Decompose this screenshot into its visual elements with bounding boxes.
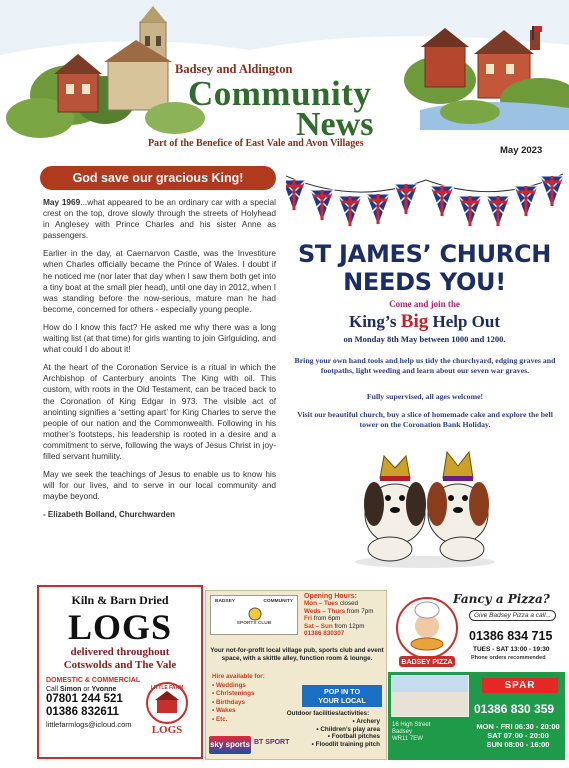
club-description: Your not-for-profit local village pub, sports club and event space, with a skittle alley, function room & lounge. <box>210 647 384 662</box>
logo-text: COMMUNITY <box>263 599 293 604</box>
spar-hours-line: SAT 07:00 - 20:00 <box>487 731 549 740</box>
hire-item: Wakes <box>215 707 236 715</box>
pizza-advert <box>391 590 565 672</box>
spar-hours <box>474 722 562 749</box>
pizza-tagline: Give Badsey Pizza a call... <box>469 610 556 621</box>
hours-title: Opening Hours: <box>304 593 357 600</box>
pizza-hours: TUES - SAT 13:00 - 19:30 <box>473 646 550 653</box>
crowned-dogs-illustration <box>350 434 500 569</box>
bunting-flag <box>430 186 454 218</box>
article-paragraph: At the heart of the Coronation Service is a ritual in which the Archbishop of Canterbury anoints The King with oil. This custom, with roots in the Old Testament, can be traced back to the Coronation of King Edgar in 973. The visible act of anointing signifies a ‘setting apart’ for King Charles to serve the people of our nation and the Commonwealth. Following in his mother’s footsteps, his leadership is rooted in a desire and a commitment to serve, following the ways of Jesus Christ in joy-filled servant humility. <box>43 362 276 461</box>
event-name-part: King’s <box>348 312 401 331</box>
address-line: 16 High Street <box>392 722 431 728</box>
article-body <box>43 197 276 520</box>
list-item: • Archery <box>352 717 380 725</box>
hire-item: Etc. <box>215 715 228 723</box>
outdoor-title: Outdoor facilities/activities: <box>286 710 370 717</box>
article-heading: God save our gracious King! <box>40 166 276 190</box>
poster-paragraph: Fully supervised, all ages welcome! <box>366 392 484 401</box>
hire-item: Weddings <box>215 681 246 689</box>
hire-title: Hire available for: <box>212 673 265 680</box>
spar-shop-photo <box>391 675 469 717</box>
hours-day: Weds – Thurs <box>304 607 346 615</box>
list-item: • Weddings <box>212 681 246 689</box>
hours-row <box>304 623 386 630</box>
article-signature: - Elizabeth Bolland, Churchwarden <box>43 510 176 520</box>
poster-paragraph: Bring your own hand tools and help us tidy the churchyard, edging graves and footpaths, light weeding and learn about our seven war graves. <box>294 356 556 375</box>
badge-top-text: LITTLE FARM <box>150 685 184 691</box>
club-opening-hours <box>304 593 386 637</box>
call-name: Simon <box>60 686 82 693</box>
list-item: • Christenings <box>212 690 255 698</box>
hours-day: Fri <box>304 615 313 623</box>
hours-time: closed <box>338 600 359 608</box>
logs-domestic-commercial: DOMESTIC & COMMERCIAL <box>46 677 141 684</box>
address-line: Badsey <box>392 729 413 735</box>
pizza-badge-text: BADSEY PIZZA <box>401 659 453 666</box>
logs-delivery-line: delivered throughout <box>70 646 170 658</box>
logs-delivery <box>46 646 194 672</box>
event-name-big: Big <box>400 311 429 332</box>
article-paragraph: How do I know this fact? He asked me why there was a long waiting list (at that time) for girls wanting to join Girlguiding, and what could I do about it! <box>43 321 276 355</box>
bunting-flag <box>338 196 362 228</box>
article-paragraph: May we seek the teachings of Jesus to enable us to know his will for our lives, and to serve in our local community and maybe beyond. <box>43 469 276 502</box>
hours-row <box>304 608 386 615</box>
hire-item: Christenings <box>215 690 255 698</box>
list-item: • Etc. <box>212 715 228 723</box>
list-item: • Wakes <box>212 707 236 715</box>
little-farm-logs-logo <box>139 679 195 737</box>
call-text: or <box>81 686 92 693</box>
issue-date: May 2023 <box>500 145 543 156</box>
spar-phone: 01386 830 359 <box>474 702 555 716</box>
masthead-subtitle: Part of the Benefice of East Vale and Avon Villages <box>148 138 364 149</box>
church-poster <box>286 166 563 576</box>
list-item: • Birthdays <box>212 698 246 706</box>
badge-bottom-text: LOGS <box>151 724 183 736</box>
hours-time: from 7pm <box>345 607 374 615</box>
masthead-top-line: Badsey and Aldington <box>175 62 293 76</box>
spar-logo: SPAR <box>482 678 558 693</box>
poster-title-line: NEEDS YOU! <box>343 268 506 296</box>
poster-title <box>286 240 563 296</box>
poster-event-name <box>286 311 563 333</box>
spar-advert <box>388 672 565 760</box>
sports-club-logo <box>210 595 298 635</box>
logs-advert <box>37 585 203 759</box>
list-item: • Children’s play area <box>316 725 380 733</box>
pop-in-line: POP IN TO <box>323 687 361 696</box>
bunting-flag <box>366 194 390 226</box>
hours-row <box>304 615 386 622</box>
pizza-note: Phone orders recommended <box>471 655 546 661</box>
club-hire-list <box>212 673 272 725</box>
logs-mobile: 07801 244 521 <box>46 693 123 705</box>
outdoor-item: Floodlit training pitch <box>315 741 380 749</box>
masthead-title-community: Community <box>188 74 372 113</box>
list-item: • Football pitches <box>327 733 380 741</box>
hours-row <box>304 600 386 607</box>
hours-time: from 6pm <box>312 615 341 623</box>
bunting-flag <box>458 196 482 228</box>
bunting-flag <box>514 186 538 218</box>
bunting-flag <box>286 180 306 212</box>
sports-club-advert <box>205 590 387 760</box>
masthead-title-news: News <box>296 106 374 143</box>
spar-address <box>392 722 468 743</box>
article-lead: May 1969 <box>43 197 81 207</box>
list-item: • Floodlit training pitch <box>311 741 380 749</box>
pizza-phone: 01386 834 715 <box>469 629 553 643</box>
address-line: WR11 7EW <box>392 736 423 742</box>
poster-paragraph: Visit our beautiful church, buy a slice of homemade cake and explore the bell tower on the Coronation Bank Holiday. <box>297 410 553 429</box>
logs-landline: 01386 832611 <box>46 706 119 718</box>
logs-kiln-line: Kiln & Barn Dried <box>71 593 169 607</box>
article-paragraph <box>43 197 276 241</box>
call-text: Call <box>46 686 61 693</box>
bunting-flag <box>540 176 563 208</box>
hours-day: Mon – Tues <box>304 600 339 608</box>
club-crest-icon <box>248 607 262 621</box>
pop-in-line: YOUR LOCAL <box>318 696 366 705</box>
club-outdoor-list <box>276 710 386 749</box>
logs-headline: LOGS <box>67 607 173 647</box>
logs-email: littlefarmlogs@icloud.com <box>46 720 132 729</box>
sky-sports-logo: sky sports <box>209 736 251 754</box>
hours-time: from 12pm <box>332 622 365 630</box>
call-name: Yvonne <box>91 686 117 693</box>
hire-item: Birthdays <box>215 698 246 706</box>
poster-invite: Come and join the <box>389 299 460 309</box>
outdoor-item: Football pitches <box>331 733 380 741</box>
logo-text: SPORTS CLUB <box>236 621 272 626</box>
spar-hours-line: MON - FRI 06:30 - 20:00 <box>476 722 560 731</box>
union-jack-bunting <box>286 166 563 236</box>
bt-sport-logo: BT SPORT <box>254 739 290 746</box>
club-phone: 01386 830307 <box>304 630 345 638</box>
event-name-part: Help Out <box>428 312 501 331</box>
bunting-flag <box>394 184 418 216</box>
hours-day: Sat – Sun <box>304 622 333 630</box>
logs-delivery-line: Cotswolds and The Vale <box>63 659 177 671</box>
bunting-flag <box>310 190 334 222</box>
pizza-headline: Fancy a Pizza? <box>453 592 550 606</box>
pop-in-banner <box>302 685 382 707</box>
masthead <box>0 0 569 160</box>
logo-text: BADSEY <box>215 599 235 604</box>
poster-title-line: ST JAMES’ CHURCH <box>297 240 552 268</box>
outdoor-item: Children’s play area <box>320 725 380 733</box>
outdoor-item: Archery <box>356 717 380 725</box>
article-paragraph: Earlier in the day, at Caernarvon Castle, was the Investiture when Charles officially became the Prince of Wales. I doubt if he noticed me (nor later that day when I saw them both get into a tiny boat at the small pier head), until one day in 2012, when I was standing before the now-serious, mature man he had become, concerned for others - especially young people. <box>43 248 276 314</box>
poster-date: on Monday 8th May between 1000 and 1200. <box>343 334 506 344</box>
spar-hours-line: SUN 08:00 - 16:00 <box>486 740 550 749</box>
bunting-flag <box>486 196 510 228</box>
article-text: ...what appeared to be an ordinary car with a special crest on the top, drove slowly through the streets of Holyhead in Anglesey with Prince Charles and his sister Anne as passengers. <box>43 197 276 241</box>
